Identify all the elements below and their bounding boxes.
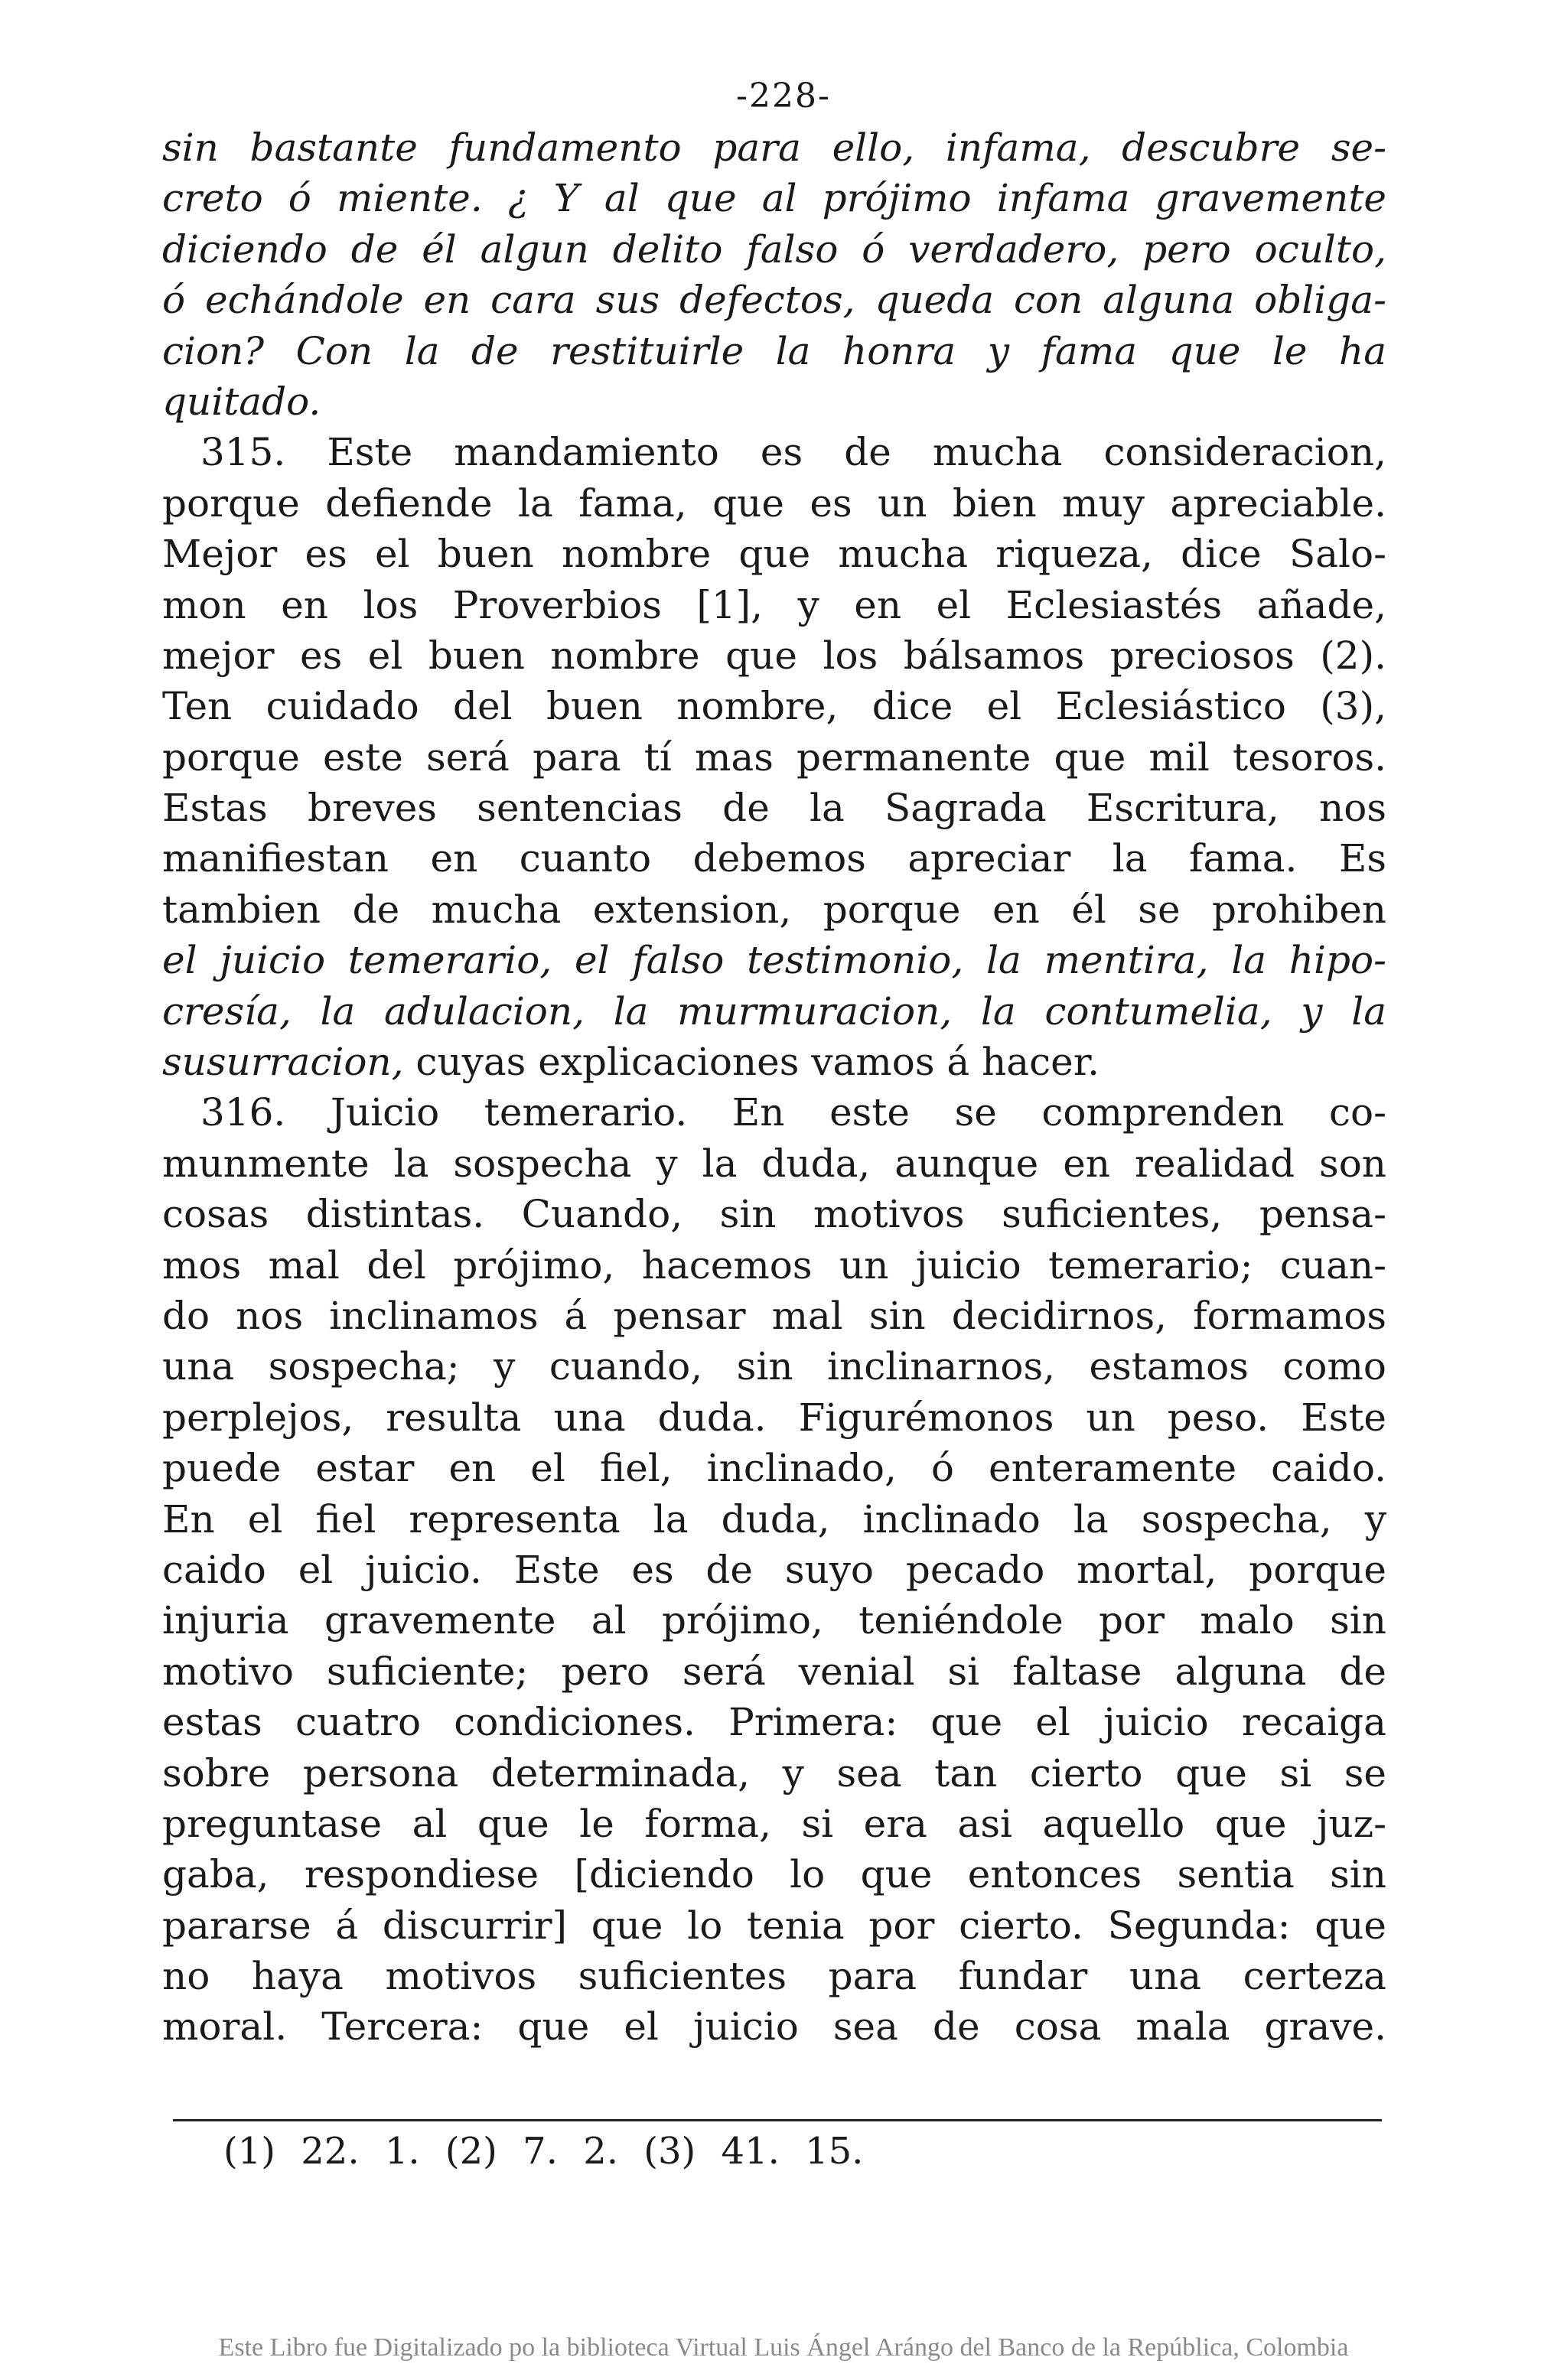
text-line: do nos inclinamos á pensar mal sin decidirnos, formamos	[162, 1293, 1386, 1338]
text-line: mejor es el buen nombre que los bálsamos preciosos (2).	[162, 633, 1386, 678]
text-line: sobre persona determinada, y sea tan cierto que si se	[162, 1750, 1386, 1796]
text-line: tambien de mucha extension, porque en él se prohiben	[162, 887, 1386, 932]
text-line: munmente la sospecha y la duda, aunque en realidad son	[162, 1141, 1386, 1186]
text-line: el juicio temerario, el falso testimonio, la mentira, la hipo-	[162, 938, 1386, 983]
text-line: perplejos, resulta una duda. Figurémonos un peso. Este	[162, 1395, 1386, 1440]
text-line: injuria gravemente al prójimo, teniéndole por malo sin	[162, 1598, 1386, 1643]
text-line: una sospecha; y cuando, sin inclinarnos, estamos como	[162, 1344, 1386, 1389]
text-line: cosas distintas. Cuando, sin motivos suficientes, pensa-	[162, 1192, 1386, 1237]
text-line: creto ó miente. ¿ Y al que al prójimo infama gravemente	[162, 176, 1386, 221]
italic-term: susurracion,	[162, 1040, 404, 1085]
text-line: Ten cuidado del buen nombre, dice el Eclesiástico (3),	[162, 684, 1386, 729]
text-line	[162, 1037, 1386, 1087]
text-line: porque defiende la fama, que es un bien muy apreciable.	[162, 480, 1386, 526]
text-line: 316. Juicio temerario. En este se comprenden co-	[200, 1090, 1386, 1135]
text-line: sin bastante fundamento para ello, infama, descubre se-	[162, 125, 1386, 170]
text-line: pararse á discurrir] que lo tenia por cierto. Segunda: que	[162, 1903, 1386, 1948]
text-line: quitado.	[162, 379, 321, 424]
text-run: cuyas explicaciones vamos á hacer.	[403, 1040, 1100, 1085]
text-line: estas cuatro condiciones. Primera: que el juicio recaiga	[162, 1700, 1386, 1745]
text-line: 315. Este mandamiento es de mucha consideracion,	[200, 430, 1386, 475]
text-line: mon en los Proverbios [1], y en el Eclesiastés añade,	[162, 582, 1386, 627]
text-line: cresía, la adulacion, la murmuracion, la contumelia, y la	[162, 988, 1386, 1034]
text-line: gaba, respondiese [diciendo lo que entonces sentia sin	[162, 1852, 1386, 1897]
text-line: diciendo de él algun delito falso ó verdadero, pero oculto,	[162, 226, 1386, 272]
text-line: motivo suficiente; pero será venial si faltase alguna de	[162, 1649, 1386, 1694]
footnotes: (1) 22. 1. (2) 7. 2. (3) 41. 15.	[223, 2130, 864, 2173]
page-number: -228-	[736, 77, 831, 116]
text-line: preguntase al que le forma, si era asi aquello que juz-	[162, 1801, 1386, 1846]
text-line: moral. Tercera: que el juicio sea de cosa mala grave.	[162, 2004, 1386, 2050]
text-line: mos mal del prójimo, hacemos un juicio temerario; cuan-	[162, 1242, 1386, 1288]
text-line: Mejor es el buen nombre que mucha riqueza, dice Salo-	[162, 532, 1386, 577]
footnote-rule	[173, 2119, 1382, 2121]
text-line: En el fiel representa la duda, inclinado la sospecha, y	[162, 1496, 1386, 1542]
text-line: cion? Con la de restituirle la honra y fama que le ha	[162, 328, 1386, 373]
text-line: puede estar en el fiel, inclinado, ó enteramente caido.	[162, 1446, 1386, 1491]
digitization-credit: Este Libro fue Digitalizado po la biblioteca Virtual Luis Ángel Arángo del Banco de la República, Colombia	[218, 2333, 1349, 2362]
text-line: ó echándole en cara sus defectos, queda con alguna obliga-	[162, 278, 1386, 323]
text-line: manifiestan en cuanto debemos apreciar la fama. Es	[162, 836, 1386, 881]
text-line: Estas breves sentencias de la Sagrada Escritura, nos	[162, 786, 1386, 831]
text-line: caido el juicio. Este es de suyo pecado mortal, porque	[162, 1547, 1386, 1592]
text-line: no haya motivos suficientes para fundar una certeza	[162, 1954, 1386, 1999]
body-text	[162, 122, 1386, 2053]
text-line: porque este será para tí mas permanente que mil tesoros.	[162, 734, 1386, 780]
